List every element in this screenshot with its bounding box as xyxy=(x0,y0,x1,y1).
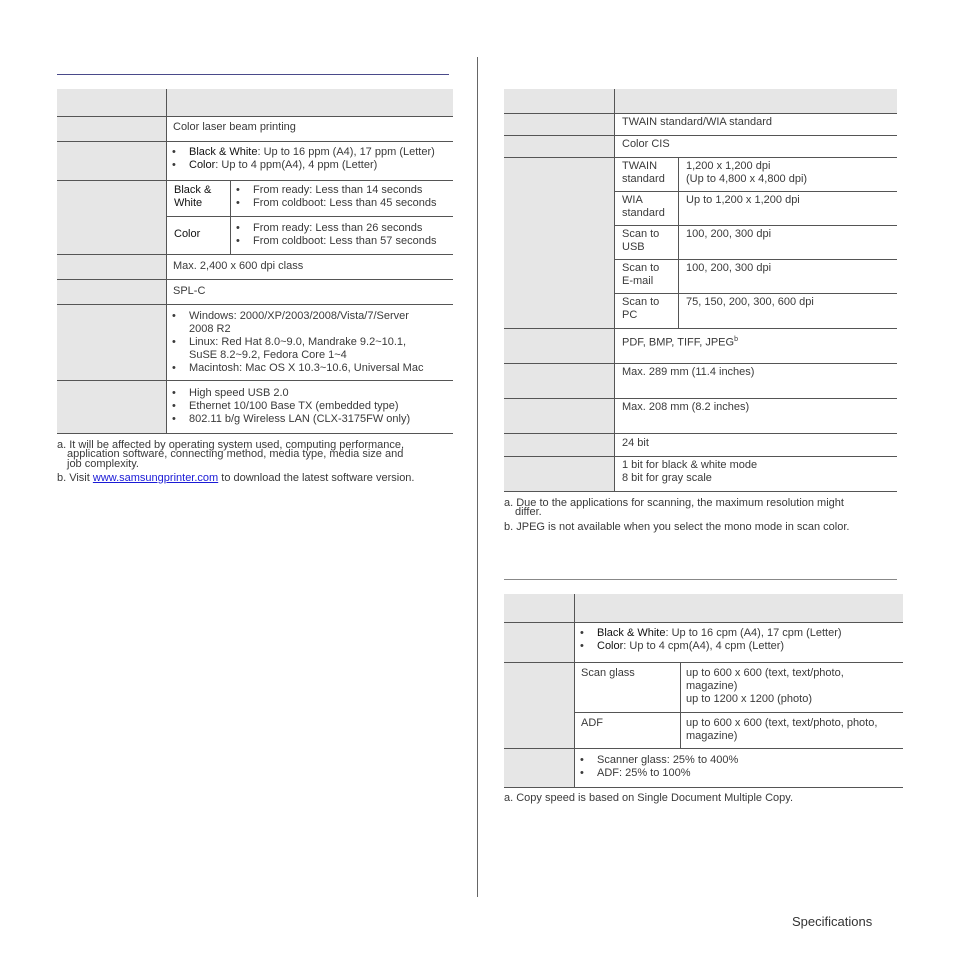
copy-speed-color xyxy=(597,640,784,653)
rule xyxy=(57,141,453,142)
scan-label-column xyxy=(504,113,614,491)
bw-label: Black & White xyxy=(597,627,666,639)
copy-res-glass-1: up to 600 x 600 (text, text/photo, xyxy=(686,667,844,679)
label-line2: E-mail xyxy=(622,275,654,287)
page-footer: Specifications xyxy=(792,914,873,929)
scan-footnote-a-2: differ. xyxy=(515,506,542,518)
scan-compat-value: TWAIN standard/WIA standard xyxy=(622,116,772,128)
scan-col-divider xyxy=(614,89,615,491)
copy-res-glass-label: Scan glass xyxy=(581,667,635,679)
rule xyxy=(504,622,903,623)
scan-subcol-divider xyxy=(678,157,679,328)
interface-wlan: • 802.11 b/g Wireless LAN (CLX-3175FW only) xyxy=(189,413,410,426)
label-line1: TWAIN xyxy=(622,160,658,172)
os-windows-cont: 2008 R2 xyxy=(189,323,231,335)
copy-label-column xyxy=(504,622,574,787)
os-linux-cont: SuSE 8.2~9.2, Fedora Core 1~4 xyxy=(189,349,347,361)
print-footnote-a-1: a. It will be affected by operating system used, computing performance, xyxy=(57,439,405,451)
first-out-color-ready: • From ready: Less than 26 seconds xyxy=(253,222,422,235)
rule xyxy=(57,279,453,280)
label-line2: standard xyxy=(622,173,665,185)
footnote-b-suffix: to download the latest software version. xyxy=(218,472,415,484)
scan-color-depth-value: 24 bit xyxy=(622,437,649,449)
column-divider xyxy=(477,57,478,897)
copy-footnote: a. Copy speed is based on Single Document Multiple Copy. xyxy=(504,792,794,804)
label-line2: USB xyxy=(622,241,645,253)
rule xyxy=(504,135,897,136)
label-line1: WIA xyxy=(622,194,643,206)
interface-ethernet: • Ethernet 10/100 Base TX (embedded type) xyxy=(189,400,399,413)
scan-res-twain-value xyxy=(686,160,807,186)
color-value: : Up to 4 cpm(A4), 4 cpm (Letter) xyxy=(623,640,785,652)
scan-footnote-a-1: a. Due to the applications for scanning, the maximum resolution might xyxy=(504,497,844,509)
print-language-value: SPL-C xyxy=(173,285,206,297)
print-section-rule xyxy=(57,74,449,75)
rule xyxy=(614,191,897,192)
rule xyxy=(166,216,453,217)
print-method-value: Color laser beam printing xyxy=(173,121,296,133)
scan-width-value: Max. 208 mm (8.2 inches) xyxy=(622,401,750,413)
rule xyxy=(504,456,897,457)
rule xyxy=(504,398,897,399)
rule xyxy=(504,113,897,114)
rule xyxy=(504,491,897,492)
print-footnote-b xyxy=(57,473,414,484)
copy-section-rule xyxy=(504,579,897,580)
label-line1: Scan to xyxy=(622,296,660,308)
interface-usb: • High speed USB 2.0 xyxy=(189,387,289,400)
print-subcol-divider xyxy=(230,180,231,254)
bw-value: : Up to 16 ppm (A4), 17 ppm (Letter) xyxy=(257,146,435,158)
color-label: Color xyxy=(597,640,624,652)
rule xyxy=(57,380,453,381)
copy-subcol-divider xyxy=(680,662,681,748)
first-out-bw-cold: • From coldboot: Less than 45 seconds xyxy=(253,197,436,210)
scan-res-email-label xyxy=(622,262,659,288)
label-line2: PC xyxy=(622,309,638,321)
rule xyxy=(504,328,897,329)
print-footnote-a-2: application software, connecting method, media type, media size and xyxy=(67,448,404,460)
rule xyxy=(614,259,897,260)
bw-label: Black & White xyxy=(189,146,258,158)
print-label-column xyxy=(57,116,166,433)
format-text: PDF, BMP, TIFF, JPEG xyxy=(622,336,735,349)
rule xyxy=(504,787,903,788)
first-out-color-cold: • From coldboot: Less than 57 seconds xyxy=(253,235,436,248)
scan-res-usb-label xyxy=(622,228,659,254)
first-out-bw-ready: • From ready: Less than 14 seconds xyxy=(253,184,422,197)
copy-res-glass-3: up to 1200 x 1200 (photo) xyxy=(686,693,812,705)
first-out-color-label: Color xyxy=(174,228,201,240)
copy-res-adf-1: up to 600 x 600 (text, text/photo, photo, xyxy=(686,717,878,729)
label-line1: Scan to xyxy=(622,228,660,240)
print-resolution-value: Max. 2,400 x 600 dpi class xyxy=(173,260,304,272)
print-speed-color xyxy=(189,159,377,172)
footnote-b-prefix: b. Visit xyxy=(57,472,93,484)
scan-res-wia-label xyxy=(622,194,665,220)
rule xyxy=(614,225,897,226)
scan-res-email-value: 100, 200, 300 dpi xyxy=(686,262,772,274)
color-label: Color xyxy=(189,159,216,171)
rule xyxy=(614,293,897,294)
scan-res-wia-value: Up to 1,200 x 1,200 dpi xyxy=(686,194,800,206)
rule xyxy=(57,304,453,305)
print-footnote-a-3: job complexity. xyxy=(67,458,139,470)
copy-table-header xyxy=(504,594,903,622)
rule xyxy=(574,712,903,713)
os-linux: • Linux: Red Hat 8.0~9.0, Mandrake 9.2~10.1, xyxy=(189,336,406,349)
copy-zoom-adf: • ADF: 25% to 100% xyxy=(597,767,691,780)
print-table-header xyxy=(57,89,453,116)
copy-res-adf-label: ADF xyxy=(581,717,603,729)
scan-mono-bw: 1 bit for black & white mode xyxy=(622,459,758,471)
samsung-website-link[interactable]: www.samsungprinter.com xyxy=(92,472,219,484)
scan-res-usb-value: 100, 200, 300 dpi xyxy=(686,228,772,240)
rule xyxy=(57,433,453,434)
scan-table-header xyxy=(504,89,897,113)
format-footnote-marker: b xyxy=(734,336,738,343)
scan-res-pc-label xyxy=(622,296,659,322)
scan-footnote-b: b. JPEG is not available when you select the mono mode in scan color. xyxy=(504,521,850,533)
os-windows: • Windows: 2000/XP/2003/2008/Vista/7/Server xyxy=(189,310,409,323)
scan-length-value: Max. 289 mm (11.4 inches) xyxy=(622,366,755,378)
rule xyxy=(504,662,903,663)
copy-speed-bw xyxy=(597,627,842,640)
scan-method-value: Color CIS xyxy=(622,138,670,150)
label-line1: Scan to xyxy=(622,262,660,274)
rule xyxy=(504,363,897,364)
scan-res-twain-label xyxy=(622,160,665,186)
print-speed-bw xyxy=(189,146,435,159)
label-line2: standard xyxy=(622,207,665,219)
rule xyxy=(57,180,453,181)
os-mac: • Macintosh: Mac OS X 10.3~10.6, Universal Mac xyxy=(189,362,423,375)
rule xyxy=(57,116,453,117)
rule xyxy=(57,254,453,255)
color-value: : Up to 4 ppm(A4), 4 ppm (Letter) xyxy=(215,159,378,171)
first-out-bw-label: Black & White xyxy=(174,184,212,209)
copy-res-adf-2: magazine) xyxy=(686,730,738,742)
bw-value: : Up to 16 cpm (A4), 17 cpm (Letter) xyxy=(665,627,842,639)
value-line1: 1,200 x 1,200 dpi xyxy=(686,160,771,172)
scan-format-value xyxy=(622,333,738,350)
rule xyxy=(504,433,897,434)
scan-mono-gray: 8 bit for gray scale xyxy=(622,472,712,484)
copy-zoom-glass: • Scanner glass: 25% to 400% xyxy=(597,754,738,767)
scan-res-pc-value: 75, 150, 200, 300, 600 dpi xyxy=(686,296,814,308)
rule xyxy=(504,748,903,749)
value-line2: (Up to 4,800 x 4,800 dpi) xyxy=(686,173,808,185)
copy-res-glass-2: magazine) xyxy=(686,680,738,692)
rule xyxy=(504,157,897,158)
